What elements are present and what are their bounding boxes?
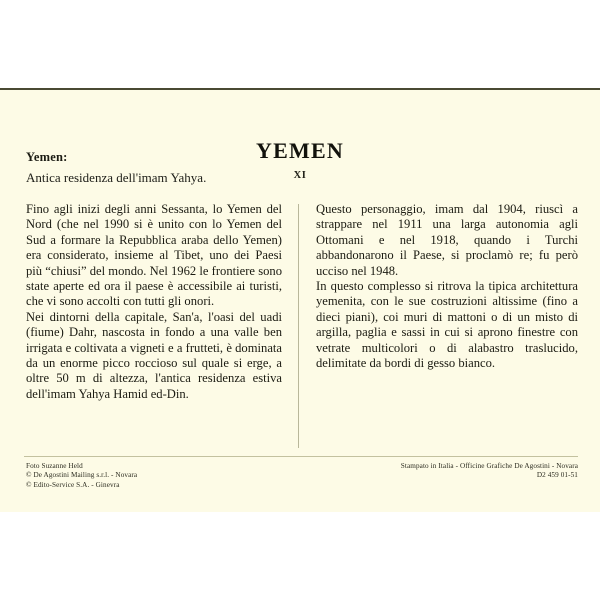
print-line: Stampato in Italia - Officine Grafiche De Agostini - Novara: [400, 462, 578, 470]
left-paragraph-2: Nei dintorni della capitale, San'a, l'oasi del uadi (fiume) Dahr, nascosta in fondo a una valle ben irrigata e coltivata a vigneti e a frutteti, è dominata da un enorme picco roccioso sul quale si erge, a oltre 50 m di altezza, l'antica residenza estiva dell'imam Yahya Hamid ed-Din.: [26, 309, 282, 401]
subject-caption: Antica residenza dell'imam Yahya.: [26, 170, 207, 185]
footer-credits: [26, 462, 137, 490]
card-header: [0, 90, 600, 198]
copyright-line-2: © Edito-Service S.A. - Ginevra: [26, 480, 120, 489]
right-column: [299, 202, 578, 452]
right-paragraph-2: In questo complesso si ritrova la tipica architettura yemenita, con le sue costruzioni altissime (fino a dieci piani), coi muri di mattoni o di un misto di argilla, paglia e sassi in cui si aprono finestre con vetrate multicolori o di alabastro traslucido, delimitate da bordi di gesso bianco.: [316, 279, 578, 371]
page-title: YEMEN: [256, 138, 344, 163]
photo-credit: Foto Suzanne Held: [26, 462, 83, 470]
postcard: [0, 88, 600, 512]
left-column: [26, 202, 298, 452]
left-paragraph-1: Fino agli inizi degli anni Sessanta, lo Yemen del Nord (che nel 1990 si è unito con lo Yemen del Sud a formare la Repubblica araba dello Yemen) era considerato, insieme al Tibet, uno dei Paesi più “chiusi” del mondo. Nel 1962 le frontiere sono state aperte ed ora il paese è accessibile ai turisti, che vi sono accolti con tutti gli onori.: [26, 202, 282, 309]
footer-print-info: [401, 462, 578, 481]
title-numeral: XI: [293, 170, 307, 181]
card-footer: [26, 462, 578, 490]
print-code: D2 459 01-51: [536, 471, 578, 480]
subject-label: Yemen:: [26, 150, 68, 164]
footer-divider: [24, 456, 578, 457]
right-paragraph-1: Questo personaggio, imam dal 1904, riuscì a strappare nel 1911 una larga autonomia agli Ottomani e nel 1918, quando i Turchi abbandonarono il Paese, si proclamò re; fu però ucciso nel 1948.: [316, 202, 578, 278]
body-columns: [26, 202, 578, 452]
copyright-line-1: © De Agostini Mailing s.r.l. - Novara: [26, 471, 138, 480]
